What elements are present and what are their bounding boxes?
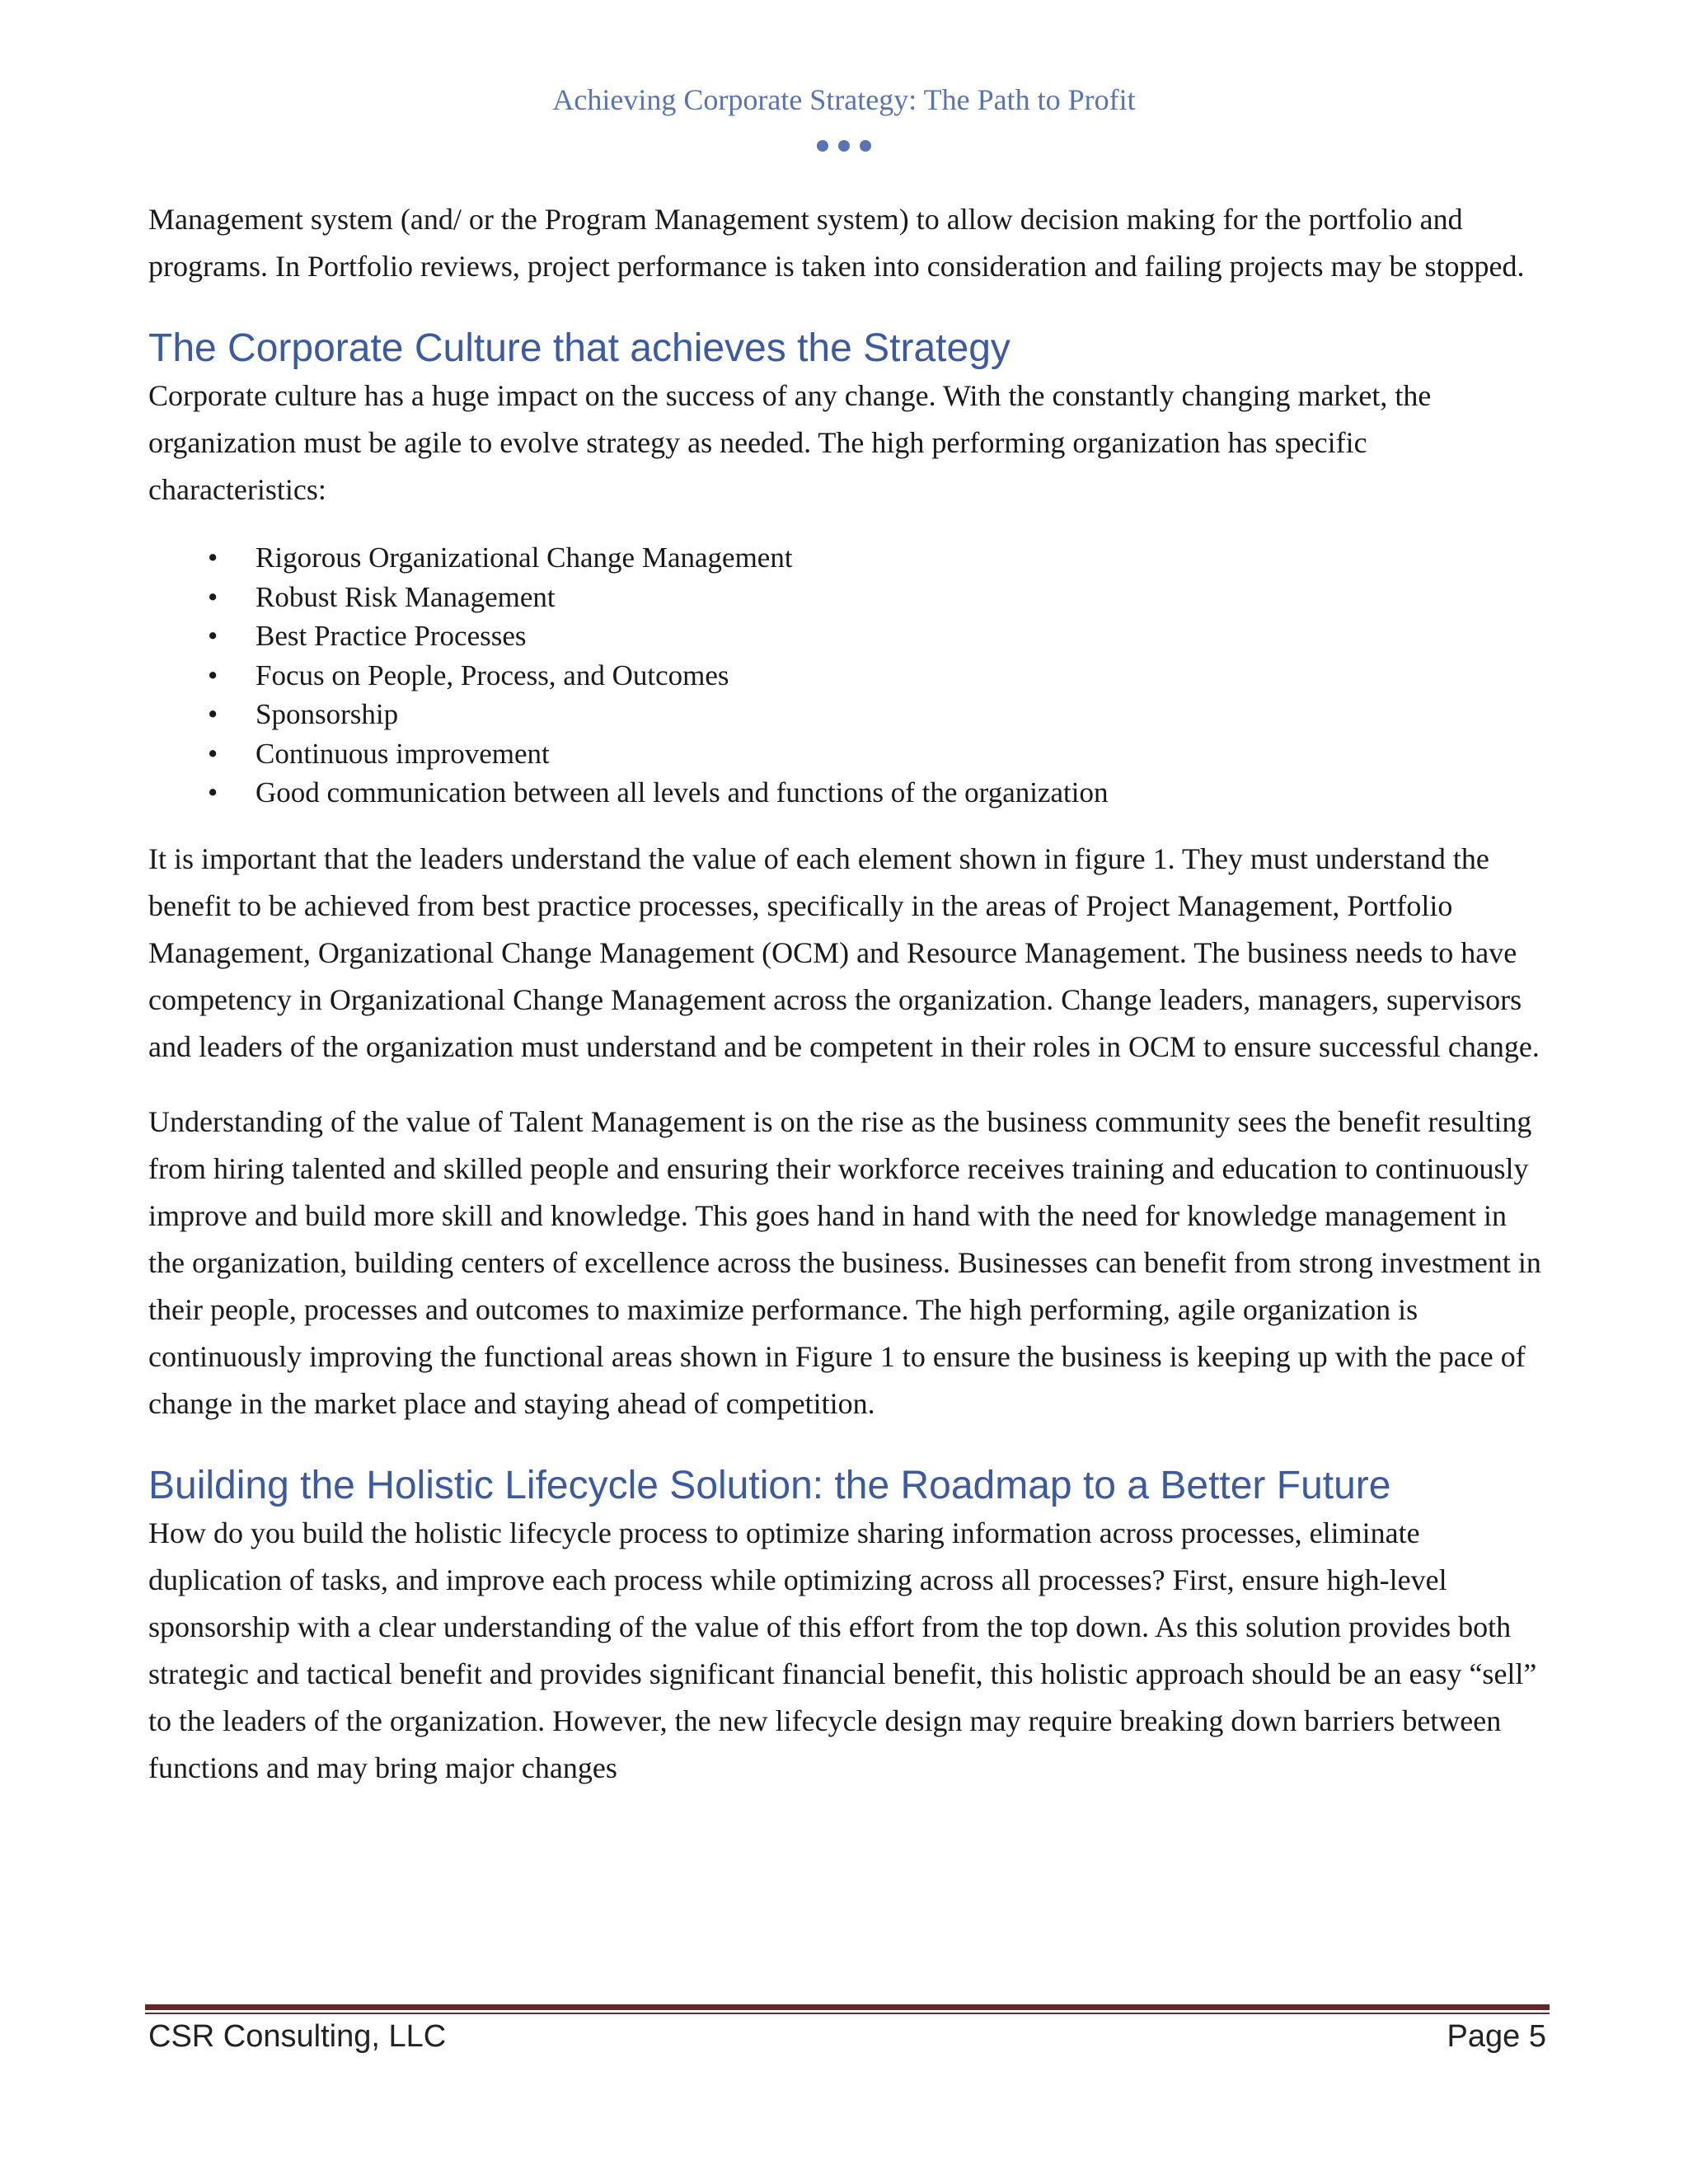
dot-icon <box>860 140 871 152</box>
list-item: • Continuous improvement <box>256 734 1550 774</box>
intro-paragraph: Management system (and/ or the Program Management system) to allow decision making for the portfolio and programs. In Portfolio reviews, project performance is taken into consideration and failing projects may be stopped. <box>148 203 1525 283</box>
bullet-icon: • <box>208 776 218 808</box>
section1-paragraph: Corporate culture has a huge impact on the success of any change. With the constantly changing market, the organization must be agile to evolve strategy as needed. The high performing organization has specific characteristics: <box>148 379 1432 506</box>
section-heading-holistic-lifecycle: Building the Holistic Lifecycle Solution: the Roadmap to a Better Future <box>148 1463 1391 1507</box>
footer-company: CSR Consulting, LLC <box>148 2019 447 2054</box>
list-item: • Robust Risk Management <box>256 578 1550 617</box>
footer-rule-thin <box>145 2013 1550 2014</box>
section1-paragraph-3: Understanding of the value of Talent Management is on the rise as the business community sees the benefit resulting from hiring talented and skilled people and ensuring their workforce receives training and education to continuously improve and build more skill and knowledge. This goes hand in hand with the need for knowledge management in the organization, building centers of excellence across the business. Businesses can benefit from strong investment in their people, processes and outcomes to maximize performance. The high performing, agile organization is continuously improving the functional areas shown in Figure 1 to ensure the business is keeping up with the pace of change in the market place and staying ahead of competition. <box>148 1104 1541 1420</box>
dot-icon <box>817 140 828 152</box>
list-item: • Sponsorship <box>256 695 1550 734</box>
bullet-icon: • <box>208 580 218 613</box>
list-item: • Rigorous Organizational Change Management <box>256 538 1550 578</box>
page-content <box>148 196 1550 1792</box>
footer-rule-thick <box>145 2004 1550 2010</box>
footer-page-number: Page 5 <box>1447 2019 1546 2054</box>
bullet-icon: • <box>208 658 218 691</box>
dot-icon <box>838 140 850 152</box>
bullet-icon: • <box>208 620 218 652</box>
list-item: • Good communication between all levels and functions of the organization <box>256 773 1550 813</box>
footer-rule <box>145 2004 1550 2014</box>
characteristics-list <box>148 538 1550 813</box>
header-dots-ornament <box>0 140 1688 152</box>
bullet-icon: • <box>208 698 218 730</box>
bullet-icon: • <box>208 737 218 770</box>
section2-paragraph: How do you build the holistic lifecycle process to optimize sharing information across processes, eliminate duplication of tasks, and improve each process while optimizing across all processes? First, ensure high-level sponsorship with a clear understanding of the value of this effort from the top down. As this solution provides both strategic and tactical benefit and provides significant financial benefit, this holistic approach should be an easy “sell” to the leaders of the organization. However, the new lifecycle design may require breaking down barriers between functions and may bring major changes <box>148 1516 1537 1784</box>
section-heading-corporate-culture: The Corporate Culture that achieves the Strategy <box>148 326 1010 370</box>
section1-paragraph-2: It is important that the leaders understand the value of each element shown in figure 1. They must understand the benefit to be achieved from best practice processes, specifically in the areas of Project Management, Portfolio Management, Organizational Change Management (OCM) and Resource Management. The business needs to have competency in Organizational Change Management across the organization. Change leaders, managers, supervisors and leaders of the organization must understand and be competent in their roles in OCM to ensure successful change. <box>148 841 1540 1063</box>
bullet-icon: • <box>208 541 218 574</box>
list-item: • Best Practice Processes <box>256 616 1550 656</box>
list-item: • Focus on People, Process, and Outcomes <box>256 656 1550 696</box>
header-title: Achieving Corporate Strategy: The Path to Profit <box>552 83 1136 116</box>
